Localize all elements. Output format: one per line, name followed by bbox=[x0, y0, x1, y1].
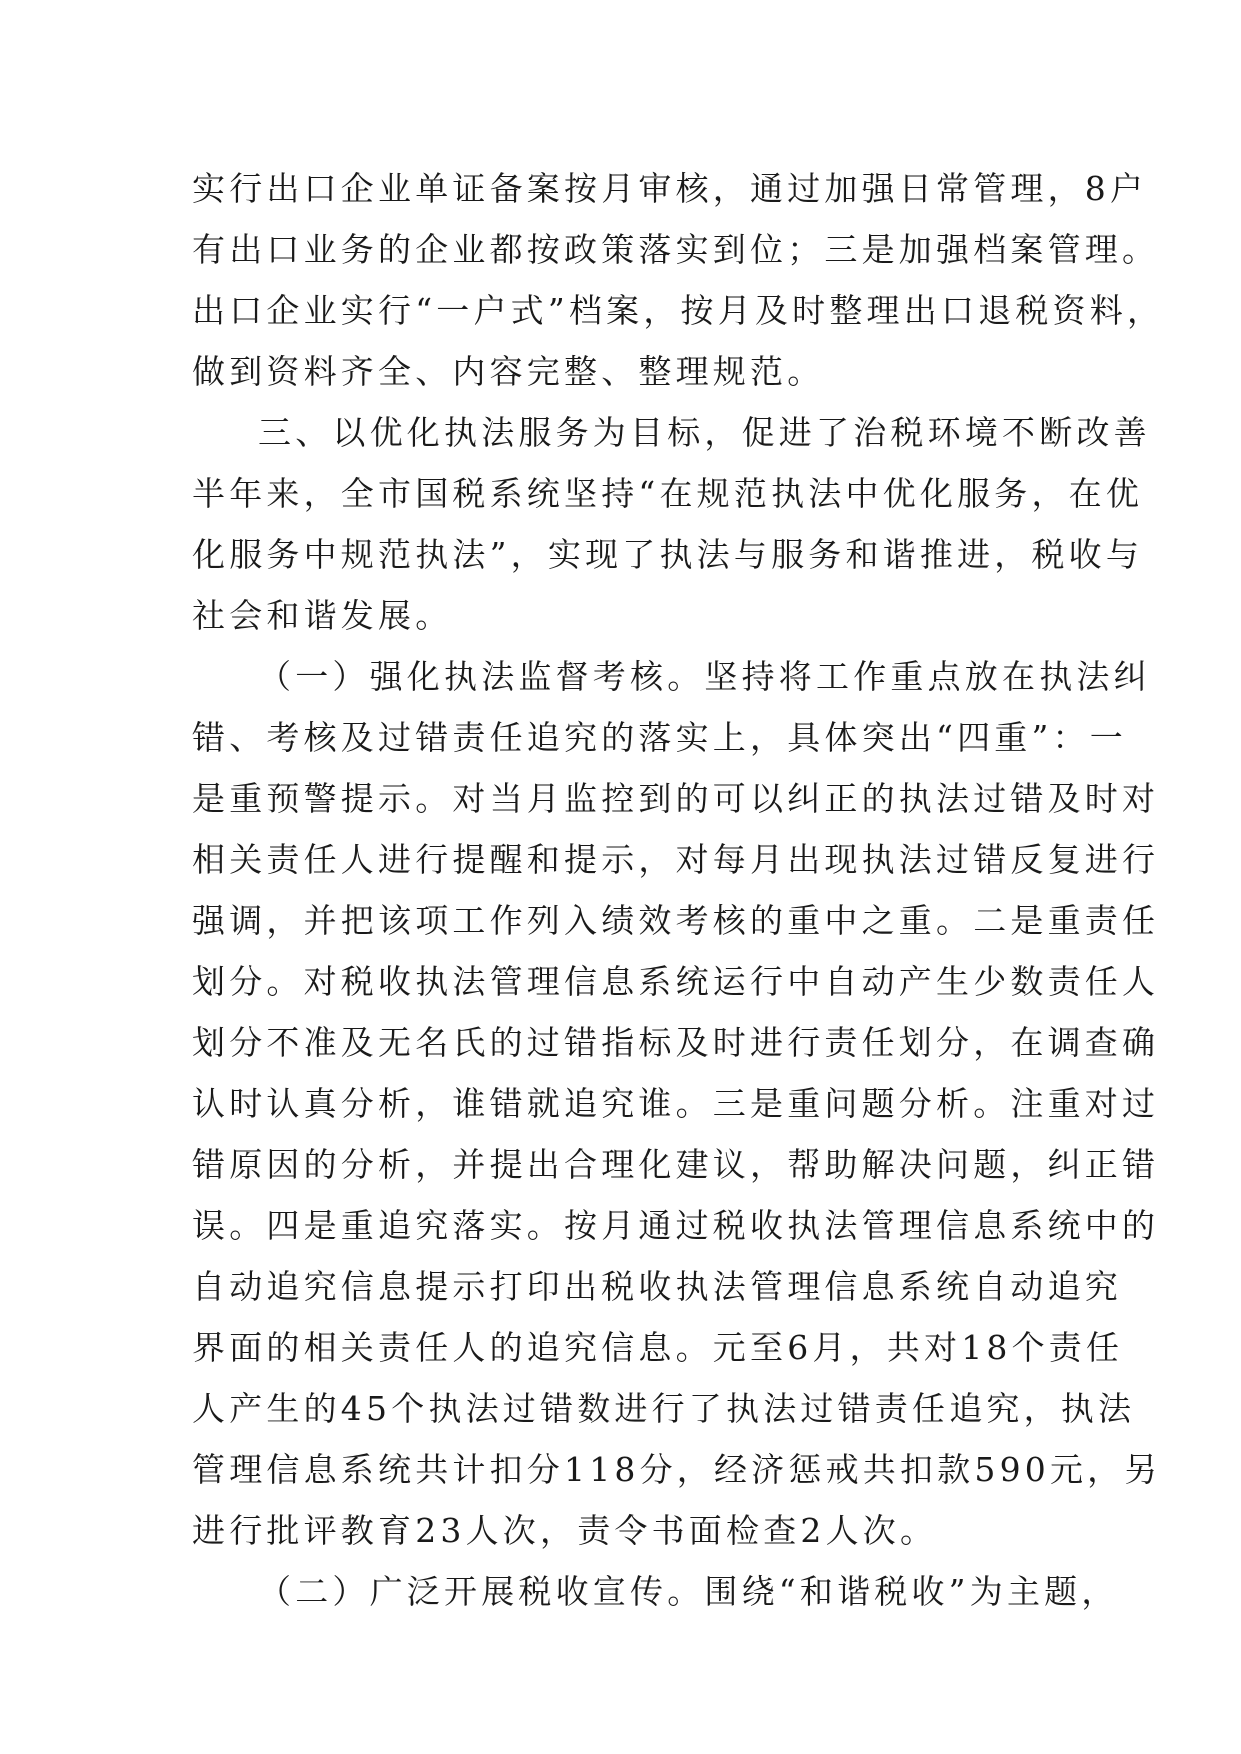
text-line: 划分。对税收执法管理信息系统运行中自动产生少数责任人 bbox=[192, 962, 1160, 1001]
text-line: 自动追究信息提示打印出税收执法管理信息系统自动追究 bbox=[192, 1267, 1122, 1306]
subsection-heading: （一）强化执法监督考核。坚持将工作重点放在执法纠 bbox=[258, 657, 1151, 696]
text-line: 错原因的分析，并提出合理化建议，帮助解决问题，纠正错 bbox=[192, 1145, 1160, 1184]
text-line: 有出口业务的企业都按政策落实到位；三是加强档案管理。 bbox=[192, 230, 1160, 269]
text-line: 社会和谐发展。 bbox=[192, 596, 453, 635]
text-line: 出口企业实行“一户式”档案，按月及时整理出口退税资料， bbox=[192, 291, 1165, 330]
text-line: 强调，并把该项工作列入绩效考核的重中之重。二是重责任 bbox=[192, 901, 1160, 940]
body-text bbox=[192, 158, 1165, 1622]
text-line: 半年来，全市国税系统坚持“在规范执法中优化服务，在优 bbox=[192, 474, 1144, 513]
text-line: 人产生的45个执法过错数进行了执法过错责任追究，执法 bbox=[192, 1389, 1136, 1428]
text-line: 做到资料齐全、内容完整、整理规范。 bbox=[192, 352, 825, 391]
text-line: 是重预警提示。对当月监控到的可以纠正的执法过错及时对 bbox=[192, 779, 1160, 818]
text-line: 化服务中规范执法”，实现了执法与服务和谐推进，税收与 bbox=[192, 535, 1144, 574]
subsection-heading: （二）广泛开展税收宣传。围绕“和谐税收”为主题， bbox=[258, 1572, 1119, 1611]
text-line: 误。四是重追究落实。按月通过税收执法管理信息系统中的 bbox=[192, 1206, 1160, 1245]
text-line: 实行出口企业单证备案按月审核，通过加强日常管理，8户 bbox=[192, 169, 1148, 208]
text-line: 认时认真分析，谁错就追究谁。三是重问题分析。注重对过 bbox=[192, 1084, 1160, 1123]
text-line: 管理信息系统共计扣分118分，经济惩戒共扣款590元，另 bbox=[192, 1450, 1162, 1489]
text-line: 进行批评教育23人次，责令书面检查2人次。 bbox=[192, 1511, 938, 1550]
section-heading: 三、以优化执法服务为目标，促进了治税环境不断改善 bbox=[258, 413, 1151, 452]
text-line: 相关责任人进行提醒和提示，对每月出现执法过错反复进行 bbox=[192, 840, 1160, 879]
text-line: 界面的相关责任人的追究信息。元至6月，共对18个责任 bbox=[192, 1328, 1124, 1367]
text-line: 错、考核及过错责任追究的落实上，具体突出“四重”：一 bbox=[192, 718, 1127, 757]
text-line: 划分不准及无名氏的过错指标及时进行责任划分，在调查确 bbox=[192, 1023, 1160, 1062]
